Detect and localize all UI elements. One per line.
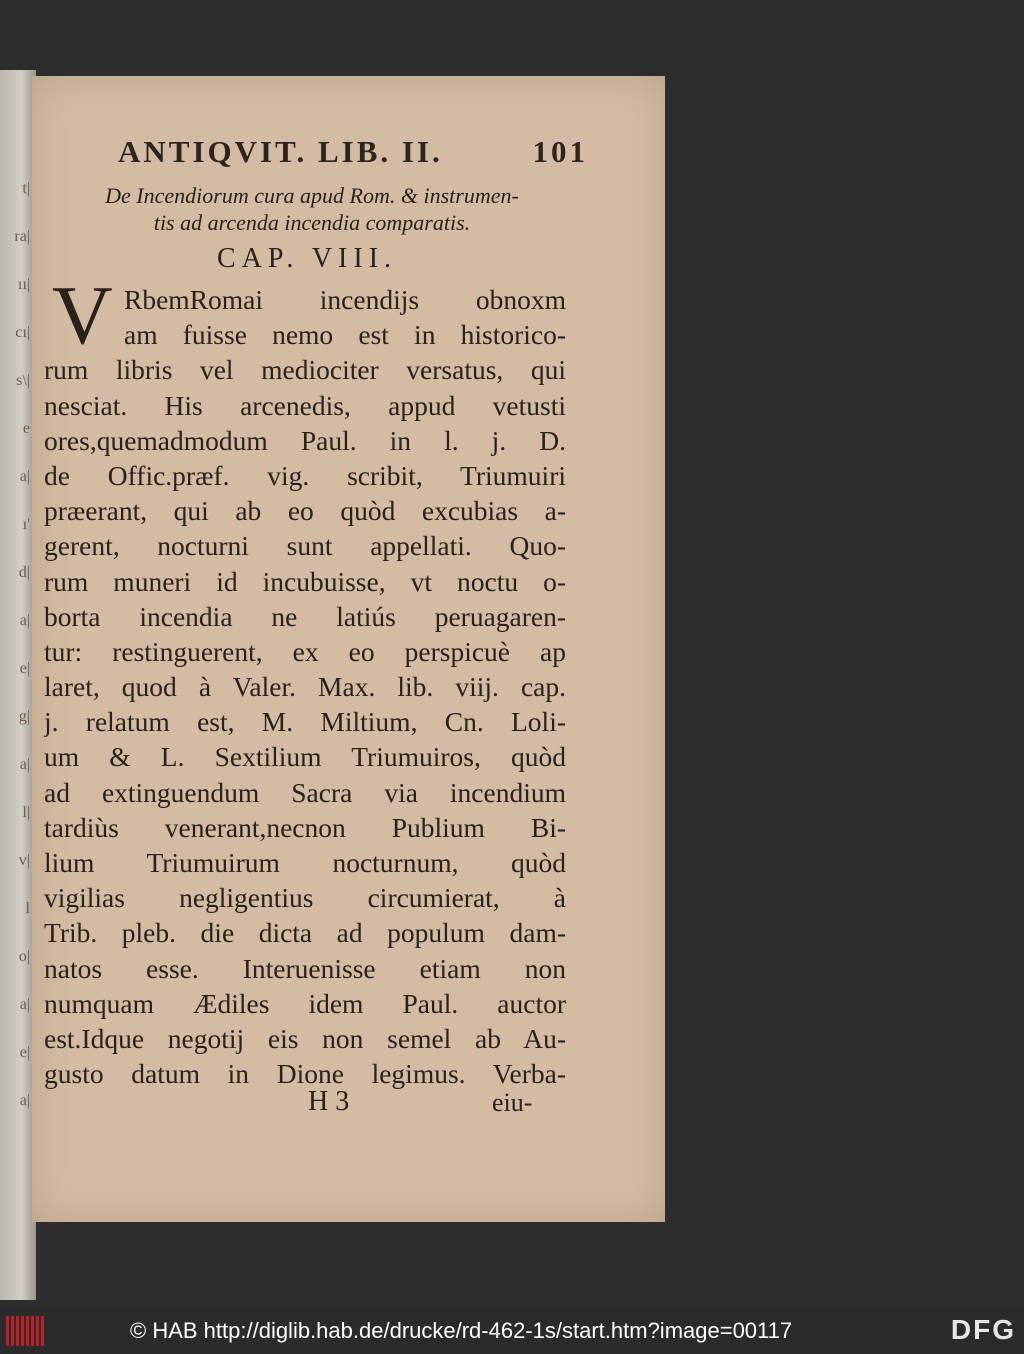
facing-page-fragment: o|: [18, 948, 30, 965]
text-line: lium Triumuirum nocturnum, quòd: [44, 847, 566, 878]
chapter-heading: [52, 182, 572, 240]
text-line: Trib. pleb. die dicta ad populum dam-: [44, 917, 566, 949]
text-line: rum muneri id incubuisse, vt noctu o-: [44, 565, 566, 597]
facing-page-fragment: a|: [19, 996, 30, 1013]
text-line: præerant, qui ab eo quòd excubias a-: [44, 495, 566, 527]
facing-page-fragment: g|: [18, 708, 30, 725]
facing-page-fragment: a|: [19, 756, 30, 773]
barcode-icon: [6, 1316, 46, 1346]
text-line: numquam Ædiles idem Paul. auctor: [44, 987, 566, 1019]
chapter-heading-line: tis ad arcenda incendia comparatis.: [153, 210, 471, 235]
footer-bar: [0, 1306, 1024, 1354]
text-line: um & L. Sextilium Triumuiros, quòd: [44, 741, 566, 773]
copyright-url[interactable]: © HAB http://diglib.hab.de/drucke/rd-462-1s/start.htm?image=00117: [130, 1318, 793, 1343]
dfg-logo: DFG: [950, 1314, 1016, 1345]
running-head-title: ANTIQVIT. LIB. II.: [118, 134, 443, 169]
facing-page-fragment: l: [25, 900, 30, 917]
facing-page-fragment: a|: [19, 612, 30, 629]
book-page: [32, 76, 665, 1222]
chapter-heading-line: De Incendiorum cura apud Rom. & instrumen-: [105, 183, 519, 208]
text-line: tur: restinguerent, ex eo perspicuè ap: [44, 635, 566, 667]
text-line: laret, quod à Valer. Max. lib. viij. cap.: [44, 671, 566, 703]
facing-page-fragment: cı|: [15, 324, 30, 341]
text-line: am fuisse nemo est in historico-: [124, 319, 566, 351]
facing-page-fragment: t|: [22, 180, 30, 197]
text-line: RbemRomai incendijs obnoxm: [124, 284, 566, 315]
body-text: [44, 282, 566, 1090]
facing-page-fragment: a|: [19, 1092, 30, 1109]
text-line: ad extinguendum Sacra via incendium: [44, 776, 566, 808]
facing-page-fragment: e: [22, 420, 30, 437]
text-line: vigilias negligentius circumierat, à: [44, 882, 566, 914]
facing-page-fragment: l|: [22, 804, 30, 821]
facing-page-fragment: v|: [18, 852, 30, 869]
facing-page-edge: [0, 70, 36, 1300]
text-line: gerent, nocturni sunt appellati. Quo-: [44, 530, 566, 562]
page-number: 101: [532, 134, 588, 169]
text-line: ores,quemadmodum Paul. in l. j. D.: [44, 424, 566, 456]
text-line: j. relatum est, M. Miltium, Cn. Loli-: [44, 706, 566, 738]
facing-page-fragment: d|: [18, 564, 30, 581]
running-head: [118, 134, 588, 172]
catchword: eiu-: [492, 1088, 533, 1117]
facing-page-fragment: s\|: [16, 372, 30, 389]
text-line: borta incendia ne latiús peruagaren-: [44, 600, 566, 632]
text-line: natos esse. Interuenisse etiam non: [44, 952, 566, 984]
text-line: gusto datum in Dione legimus. Verba-: [44, 1058, 566, 1090]
text-line: est.Idque negotij eis non semel ab Au-: [44, 1022, 566, 1054]
facing-page-fragment: a|: [19, 468, 30, 485]
drop-cap-initial: V: [52, 269, 113, 362]
text-line: nesciat. His arcenedis, appud vetusti: [44, 389, 566, 421]
facing-page-fragment: e|: [19, 660, 30, 677]
facing-page-fragment: e|: [19, 1044, 30, 1061]
facing-page-fragment: ı': [22, 516, 30, 533]
text-line: tardiùs venerant,necnon Publium Bi-: [44, 811, 566, 843]
chapter-number: CAP. VIII.: [216, 243, 398, 274]
signature-mark: H 3: [308, 1086, 350, 1117]
facing-page-fragment: ra|: [14, 228, 30, 245]
text-line: rum libris vel mediociter versatus, qui: [44, 354, 566, 386]
text-line: de Offic.præf. vig. scribit, Triumuiri: [44, 459, 566, 491]
facing-page-fragment: ıı|: [17, 276, 30, 293]
